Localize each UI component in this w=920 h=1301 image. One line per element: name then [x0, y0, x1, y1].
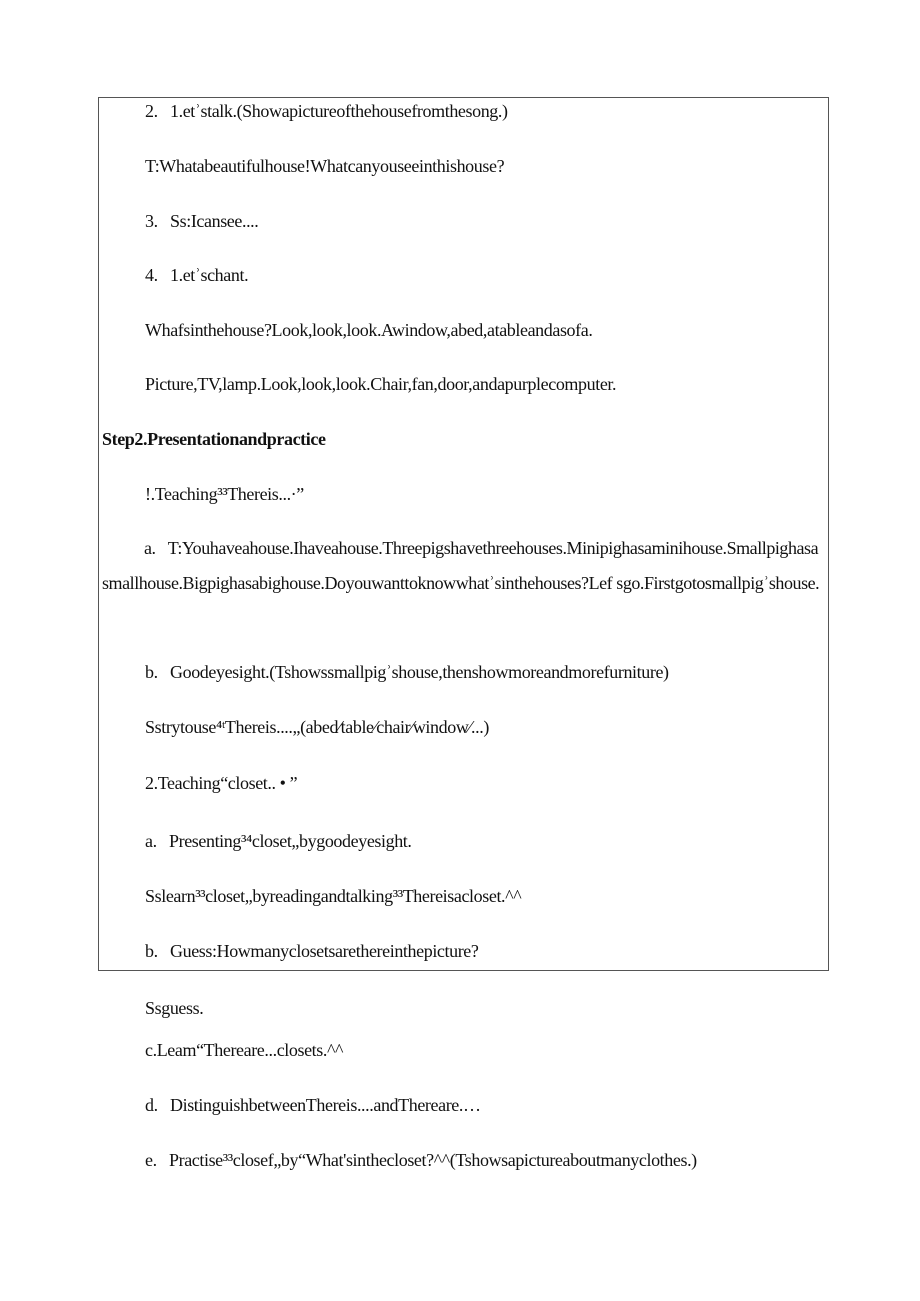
- line-chant-text-1: Whafsinthehouse?Look,look,look.Awindow,abed,atableandasofa.: [145, 320, 593, 340]
- line-presenting-closet: a. Presenting³⁴closet„bygoodeyesight.: [145, 831, 412, 851]
- line-students-guess: Ssguess.: [145, 998, 204, 1018]
- line-distinguish: d. DistinguishbetweenThereis....andThereare.…: [145, 1095, 481, 1115]
- line-students-answer: 3. Ss:Icansee....: [145, 211, 259, 231]
- line-guess: b. Guess:Howmanyclosetsarethereinthepicture?: [145, 941, 479, 961]
- line-teaching-there-is: !.Teaching³³Thereis...·”: [145, 484, 304, 504]
- line-students-learn: Sslearn³³closet„byreadingandtalking³³Thereisacloset.^^: [145, 886, 522, 906]
- line-students-try: Sstrytouse⁴ᵗThereis....„(abed⁄table⁄chair⁄window⁄...): [145, 717, 489, 737]
- line-learn-there-are: c.Leam“Thereare...closets.^^: [145, 1040, 344, 1060]
- line-teaching-closet: 2.Teaching“closet.. • ”: [145, 773, 298, 793]
- line-practise-closet: e. Practise³³closef„by“What's​inthecloset?^^(Tshowsapictureaboutmanyclothes.): [145, 1150, 697, 1170]
- paragraph-three-pigs: a. T:Youhaveahouse.Ihaveahouse.Threepigshavethreehouses.Minipighasaminihouse.Smallpighasasmallhouse.Bigpighasabighouse.Doyouwanttoknowwhatʾsinthehouses?Lef sgo.Firstgotosmallpigʾshouse.: [102, 538, 820, 593]
- line-good-eyesight: b. Goodeyesight.(Tshowssmallpigʾshouse,thenshowmoreandmorefurniture): [145, 662, 669, 682]
- line-lets-chant: 4. 1.etʾschant.: [145, 265, 249, 285]
- line-teacher-question: T:Whatabeautifulhouse!Whatcanyouseeinthishouse?: [145, 156, 505, 176]
- line-chant-text-2: Picture,TV,lamp.Look,look,look.Chair,fan,door,andapurplecomputer.: [145, 374, 617, 394]
- step2-heading: Step2.Presentationandpractice: [102, 429, 326, 449]
- line-lets-talk: 2. 1.etʾstalk.(Showapictureofthehousefromthesong.): [145, 101, 508, 121]
